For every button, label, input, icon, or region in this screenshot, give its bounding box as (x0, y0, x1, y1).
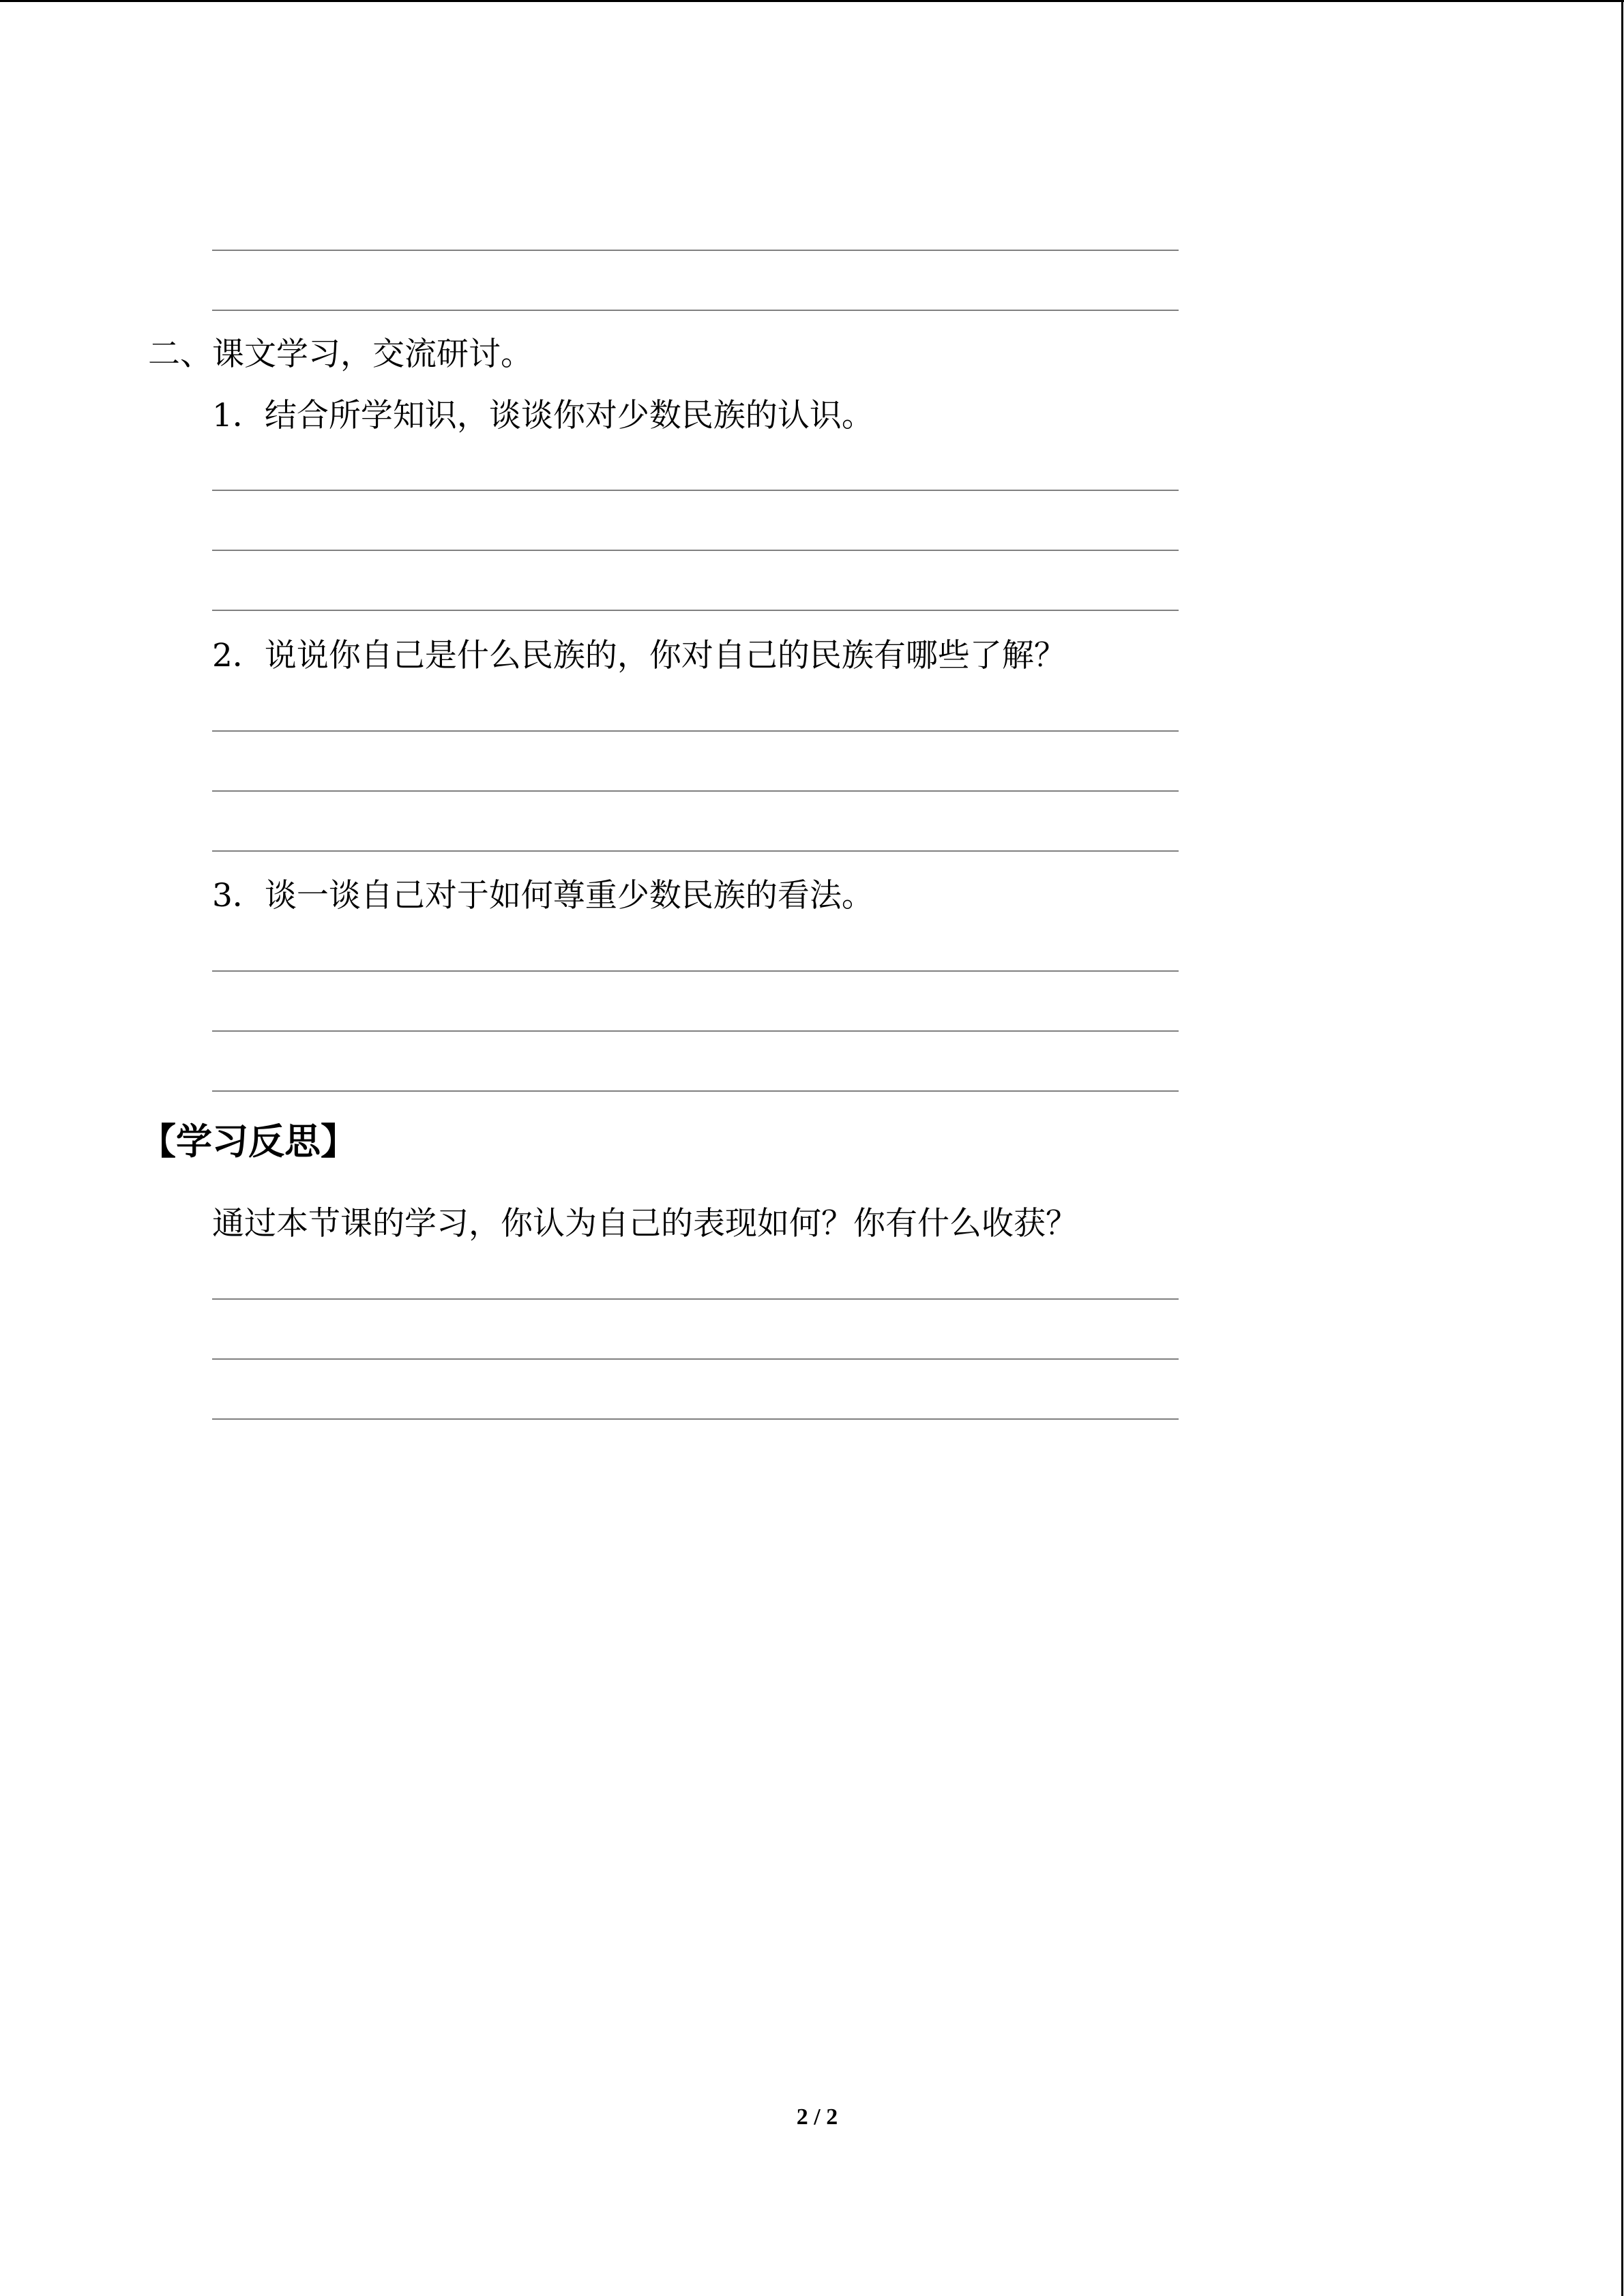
answer-line (212, 610, 1179, 611)
answer-line (212, 1090, 1179, 1092)
question-text: 1．结合所学知识，谈谈你对少数民族的认识。 (212, 397, 874, 434)
page-number: 2 / 2 (796, 2104, 838, 2130)
answer-line (212, 490, 1179, 491)
section-heading: 二、课文学习，交流研讨。 (148, 336, 533, 373)
answer-line (212, 970, 1179, 972)
answer-line (212, 250, 1179, 251)
answer-line (212, 790, 1179, 792)
answer-line (212, 850, 1179, 852)
page-border-right (1621, 0, 1623, 2296)
answer-line (212, 730, 1179, 732)
page-border-top (0, 0, 1624, 2)
question-text: 3．谈一谈自己对于如何尊重少数民族的看法。 (212, 877, 874, 914)
question-text: 2．说说你自己是什么民族的，你对自己的民族有哪些了解？ (212, 637, 1066, 674)
reflection-heading: 【学习反思】 (140, 1121, 357, 1163)
reflection-prompt: 通过本节课的学习，你认为自己的表现如何？你有什么收获？ (212, 1205, 1078, 1242)
answer-line (212, 1298, 1179, 1300)
answer-line (212, 1358, 1179, 1360)
answer-line (212, 550, 1179, 551)
answer-line (212, 1030, 1179, 1032)
answer-line (212, 1418, 1179, 1420)
answer-line (212, 310, 1179, 311)
